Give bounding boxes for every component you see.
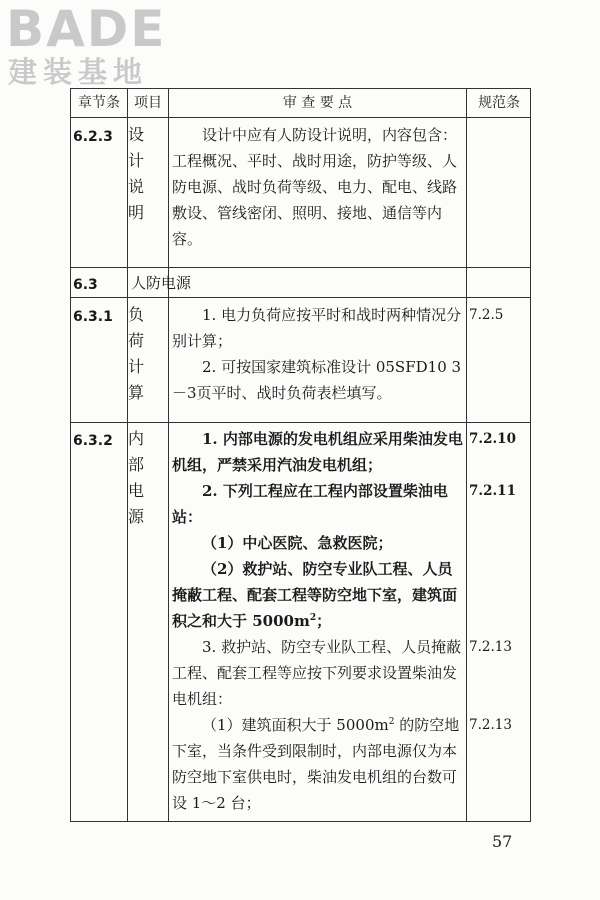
text-span: ； (316, 612, 332, 630)
superscript: 2 (388, 717, 395, 727)
logo-subtitle: 建装基地 (8, 55, 149, 89)
paragraph (172, 556, 466, 634)
ref-7-2-11: 7.2.11 (469, 483, 516, 499)
review-table (70, 88, 531, 822)
header-ref: 规范条 (478, 95, 520, 111)
page-number: 57 (492, 832, 513, 851)
header-item: 项目 (134, 95, 162, 111)
ref-6-3-1: 7.2.5 (469, 307, 504, 323)
paragraph: 设计中应有人防设计说明，内容包含：工程概况、平时、战时用途，防护等级、人防电源、战时负荷等级、电力、配电、线路敷设、管线密闭、照明、接地、通信等内容。 (172, 126, 458, 248)
row-text-6-3-2 (172, 426, 466, 816)
paragraph: 3. 救护站、防空专业队工程、人员掩蔽工程、配套工程等应按下列要求设置柴油发电机组： (172, 638, 462, 708)
logo-wordmark: BADE (6, 0, 167, 58)
header-chapter: 章节条 (78, 95, 120, 111)
row-code-6-2-3: 6.2.3 (73, 129, 113, 145)
paragraph: 1. 内部电源的发电机组应采用柴油发电机组，严禁采用汽油发电机组； (172, 430, 463, 474)
header-points: 审 查 要 点 (282, 95, 353, 111)
row-code-6-3: 6.3 (73, 277, 98, 293)
ref-7-2-13: 7.2.13 (469, 639, 512, 655)
row-text-6-3-1 (172, 302, 466, 406)
row-code-6-3-1: 6.3.1 (73, 309, 113, 325)
paragraph (172, 712, 466, 816)
paragraph: 2. 可按国家建筑标准设计 05SFD10 3－3页平时、战时负荷表栏填写。 (172, 358, 462, 402)
text-span: （2）救护站、防空专业队工程、人员掩蔽工程、配套工程等防空地下室，建筑面积之和大于 5000m (172, 560, 458, 630)
paragraph: 1. 电力负荷应按平时和战时两种情况分别计算； (172, 306, 462, 350)
row-title-6-3: 人防电源 (131, 274, 192, 292)
row-code-6-3-2: 6.3.2 (73, 433, 113, 449)
superscript: 2 (309, 613, 317, 623)
paragraph: （1）中心医院、急救医院； (202, 534, 393, 552)
text-span: 的防空地下室，当条件受到限制时，内部电源仅为本防空地下室供电时，柴油发电机组的台数可设 1～2 台； (172, 716, 460, 812)
col-divider (168, 89, 169, 821)
row-text-6-2-3 (172, 122, 466, 252)
row-item-6-3-1: 负荷计算 (128, 305, 145, 402)
row-item-6-3-2: 内部电源 (128, 429, 145, 526)
paragraph: 2. 下列工程应在工程内部设置柴油电站： (172, 482, 448, 526)
row-divider (71, 297, 530, 298)
row-divider (71, 422, 530, 423)
row-item-6-2-3: 设计说明 (128, 125, 145, 222)
row-divider (71, 117, 530, 118)
ref-7-2-13: 7.2.13 (469, 717, 512, 733)
ref-7-2-10: 7.2.10 (469, 431, 516, 447)
col-divider (466, 89, 467, 821)
brand-logo (6, 0, 181, 89)
text-span: （1）建筑面积大于 5000m (202, 716, 389, 734)
row-divider (71, 267, 530, 268)
